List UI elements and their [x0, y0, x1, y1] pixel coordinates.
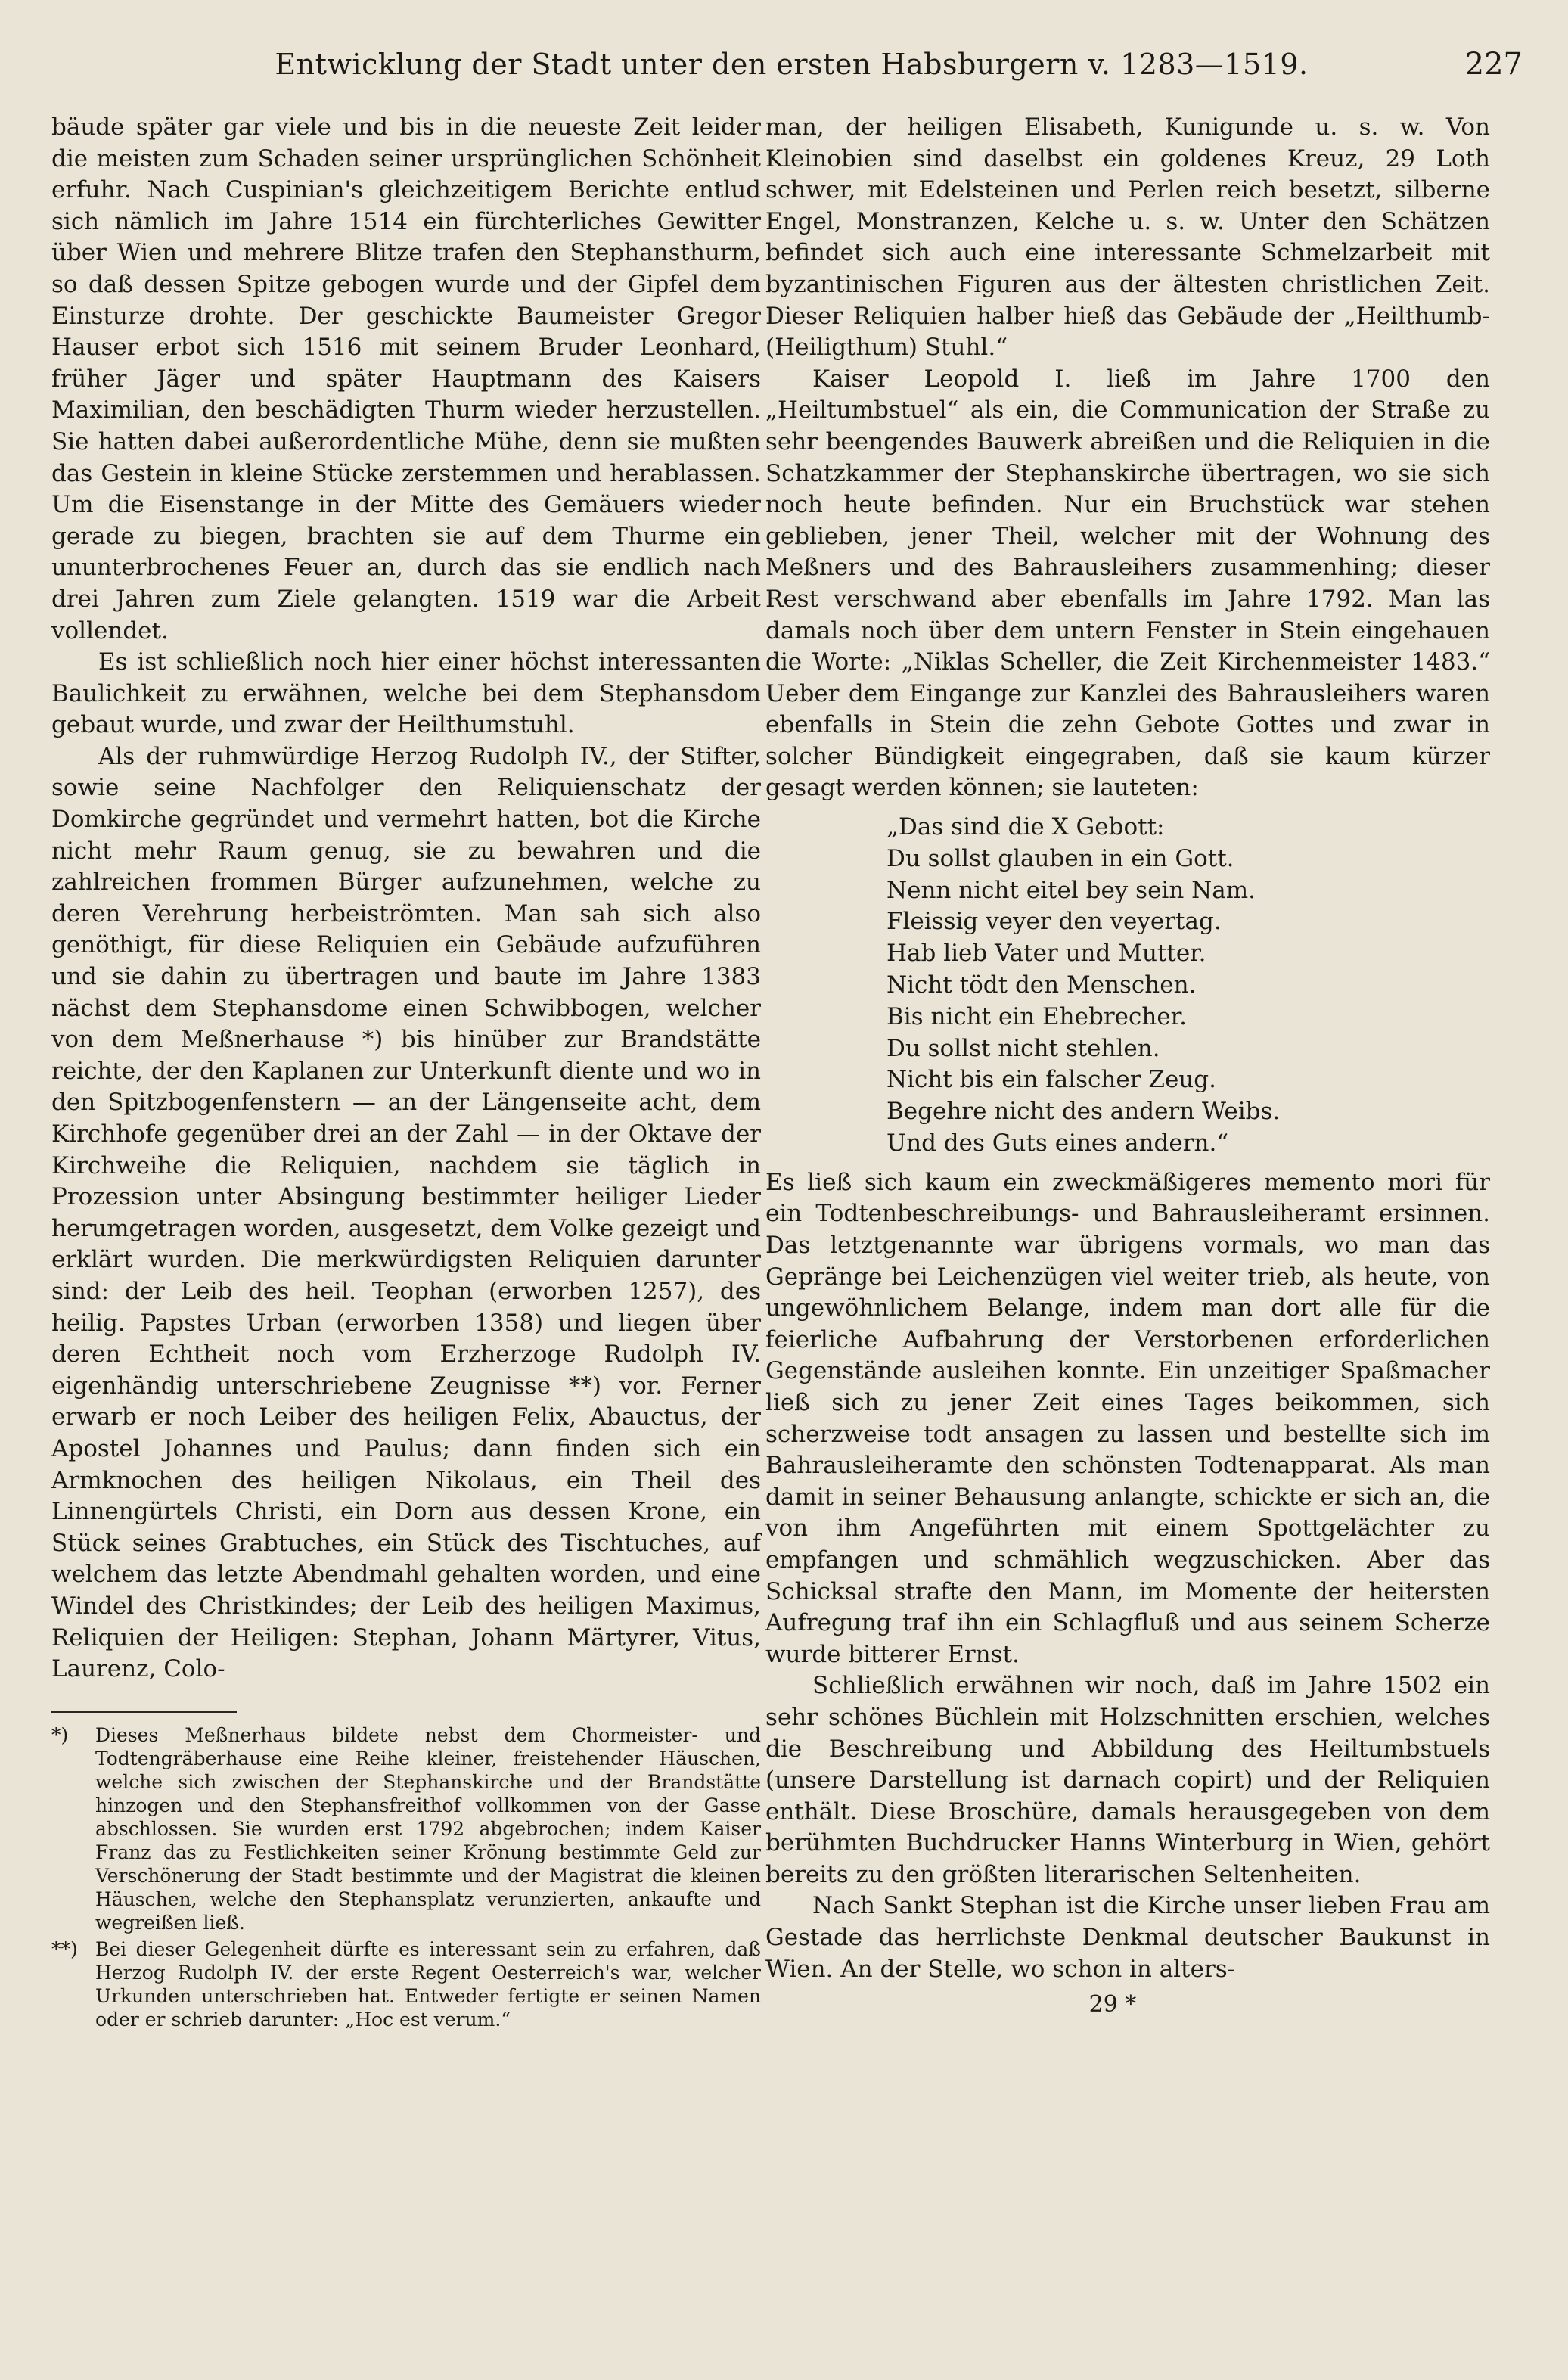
poem-line: Nenn nicht eitel bey sein Nam.: [886, 876, 1256, 904]
left-column: [51, 112, 761, 2031]
footnote-mark: **): [51, 1937, 78, 1960]
paragraph: Kaiser Leopold I. ließ im Jahre 1700 den „Heiltumbstuel“ als ein, die Communication der Straße zu sehr beengendes Bauwerk abreißen und die Reliquien in die Schatzkammer der Stephanskirche übertragen, wo sie sich noch heute befinden. Nur ein Bruchstück war stehen geblieben, jener Theil, welcher mit der Wohnung des Meßners und des Bahrausleihers zusammenhing; dieser Rest verschwand aber ebenfalls im Jahre 1792. Man las damals noch über dem untern Fenster in Stein eingehauen die Worte: „Niklas Scheller, die Zeit Kirchenmeister 1483.“ Ueber dem Eingange zur Kanzlei des Bahrausleihers waren ebenfalls in Stein die zehn Gebote Gottes und zwar in solcher Bündigkeit eingegraben, daß sie kaum kürzer gesagt werden können; sie lauteten:: [765, 365, 1490, 802]
page-number: 227: [1464, 47, 1523, 82]
paragraph: Es ließ sich kaum ein zweckmäßigeres memento mori für ein Todtenbeschreibungs- und Bahrausleiheramt ersinnen. Das letztgenannte war übrigens vormals, wo man das Gepränge bei Leichenzügen viel weiter trieb, als heute, von ungewöhnlichem Belange, indem man dort alle für die feierliche Aufbahrung der Verstorbenen erforderlichen Gegenstände ausleihen konnte. Ein unzeitiger Spaßmacher ließ sich zu jener Zeit eines Tages beikommen, sich scherzweise todt ansagen zu lassen und bestellte sich im Bahrausleiheramte den schönsten Todtenapparat. Als man damit in seiner Behausung anlangte, schickte er sich an, die von ihm Angeführten mit einem Spottgelächter zu empfangen und schmählich wegzuschicken. Aber das Schicksal strafte den Mann, im Momente der heitersten Aufregung traf ihn ein Schlagfluß und aus seinem Scherze wurde bitterer Ernst.: [765, 1168, 1490, 1668]
poem-line: Bis nicht ein Ehebrecher.: [886, 1002, 1187, 1030]
footnote: [51, 1937, 761, 2031]
poem-line: Du sollst nicht stehlen.: [886, 1034, 1160, 1062]
paragraph: Es ist schließlich noch hier einer höchst interessanten Baulichkeit zu erwähnen, welche bei dem Stephansdom gebaut wurde, und zwar der Heilthumstuhl.: [51, 648, 761, 739]
paragraph: Schließlich erwähnen wir noch, daß im Jahre 1502 ein sehr schönes Büchlein mit Holzschnitten erschien, welches die Beschreibung und Abbildung des Heiltumbstuels (unsere Darstellung ist darnach copirt) und der Reliquien enthält. Diese Broschüre, damals herausgegeben von dem berühmten Buchdrucker Hanns Winterburg in Wien, gehört bereits zu den größten literarischen Seltenheiten.: [765, 1672, 1490, 1888]
running-header: [61, 38, 1523, 91]
footnote-mark: *): [51, 1723, 69, 1746]
paragraph: Als der ruhmwürdige Herzog Rudolph IV., der Stifter, sowie seine Nachfolger den Reliquienschatz der Domkirche gegründet und vermehrt hatten, bot die Kirche nicht mehr Raum genug, sie zu bewahren und die zahlreichen frommen Bürger aufzunehmen, welche zu deren Verehrung herbeiströmten. Man sah sich also genöthigt, für diese Reliquien ein Gebäude aufzuführen und sie dahin zu übertragen und baute im Jahre 1383 nächst dem Stephansdome einen Schwibbogen, welcher von dem Meßnerhause *) bis hinüber zur Brandstätte reichte, der den Kaplanen zur Unterkunft diente und wo in den Spitzbogenfenstern — an der Längenseite acht, dem Kirchhofe gegenüber drei an der Zahl — in der Oktave der Kirchweihe die Reliquien, nachdem sie täglich in Prozession unter Absingung bestimmter heiliger Lieder herumgetragen worden, ausgesetzt, dem Volke gezeigt und erklärt wurden. Die merkwürdigsten Reliquien darunter sind: der Leib des heil. Teophan (erworben 1257), des heilig. Papstes Urban (erworben 1358) und liegen über deren Echtheit noch vom Erzherzoge Rudolph IV. eigenhändig unterschriebene Zeugnisse **) vor. Ferner erwarb er noch Leiber des heiligen Felix, Abauctus, der Apostel Johannes und Paulus; dann finden sich ein Armknochen des heiligen Nikolaus, ein Theil des Linnengürtels Christi, ein Dorn aus dessen Krone, ein Stück seines Grabtuches, ein Stück des Tischtuches, auf welchem das letzte Abendmahl gehalten worden, und eine Windel des Christkindes; der Leib des heiligen Maximus, Reliquien der Heiligen: Stephan, Johann Märtyrer, Vitus, Laurenz, Colo-: [51, 742, 761, 1683]
poem-line: Begehre nicht des andern Weibs.: [886, 1098, 1281, 1126]
poem-line: Nicht bis ein falscher Zeug.: [886, 1066, 1216, 1094]
header-title: Entwicklung der Stadt unter den ersten Habsburgern v. 1283—1519.: [275, 48, 1309, 81]
footnote-divider: [51, 1711, 237, 1713]
printer-signature: 29 *: [1088, 1991, 1137, 2018]
ten-commandments-inscription: [886, 812, 1490, 1160]
footnote-text: Dieses Meßnerhaus bildete nebst dem Chormeister- und Todtengräberhause eine Reihe kleiner, freistehender Häuschen, welche sich zwischen der Stephanskirche und der Brandstätte hinzogen und den Stephansfreithof vollkommen von der Gasse abschlossen. Sie wurden erst 1792 abgebrochen; indem Kaiser Franz das zu Festlichkeiten seiner Krönung bestimmte Geld zur Verschönerung der Stadt bestimmte und der Magistrat die kleinen Häuschen, welche den Stephansplatz verunzierten, ankaufte und wegreißen ließ.: [95, 1723, 761, 1934]
footnote-text: Bei dieser Gelegenheit dürfte es interessant sein zu erfahren, daß Herzog Rudolph IV. der erste Regent Oesterreich's war, welcher Urkunden unterschrieben hat. Entweder fertigte er seinen Namen oder er schrieb darunter: „Hoc est verum.“: [95, 1937, 761, 2030]
paragraph: Nach Sankt Stephan ist die Kirche unser lieben Frau am Gestade das herrlichste Denkmal deutscher Baukunst in Wien. An der Stelle, wo schon in alters-: [765, 1892, 1490, 1983]
paragraph: man, der heiligen Elisabeth, Kunigunde u. s. w. Von Kleinobien sind daselbst ein goldenes Kreuz, 29 Loth schwer, mit Edelsteinen und Perlen reich besetzt, silberne Engel, Monstranzen, Kelche u. s. w. Unter den Schätzen befindet sich auch eine interessante Schmelzarbeit mit byzantinischen Figuren aus der ältesten christlichen Zeit. Dieser Reliquien halber hieß das Gebäude der „Heilthumb- (Heiligthum) Stuhl.“: [765, 113, 1490, 362]
footnote: [51, 1723, 761, 1934]
poem-line: Und des Guts eines andern.“: [886, 1129, 1229, 1157]
right-column: [765, 112, 1490, 2020]
poem-line: „Das sind die X Gebott:: [886, 813, 1165, 841]
poem-line: Nicht tödt den Menschen.: [886, 971, 1197, 999]
poem-line: Fleissig veyer den veyertag.: [886, 908, 1222, 936]
poem-line: Du sollst glauben in ein Gott.: [886, 844, 1234, 872]
paragraph: bäude später gar viele und bis in die neueste Zeit leider die meisten zum Schaden seiner ursprünglichen Schönheit erfuhr. Nach Cuspinian's gleichzeitigem Berichte entlud sich nämlich im Jahre 1514 ein fürchterliches Gewitter über Wien und mehrere Blitze trafen den Stephansthurm, so daß dessen Spitze gebogen wurde und der Gipfel dem Einsturze drohte. Der geschickte Baumeister Gregor Hauser erbot sich 1516 mit seinem Bruder Leonhard, früher Jäger und später Hauptmann des Kaisers Maximilian, den beschädigten Thurm wieder herzustellen. Sie hatten dabei außerordentliche Mühe, denn sie mußten das Gestein in kleine Stücke zerstemmen und herablassen. Um die Eisenstange in der Mitte des Gemäuers wieder gerade zu biegen, brachten sie auf dem Thurme ein ununterbrochenes Feuer an, durch das sie endlich nach drei Jahren zum Ziele gelangten. 1519 war die Arbeit vollendet.: [51, 113, 761, 645]
poem-line: Hab lieb Vater und Mutter.: [886, 940, 1206, 968]
